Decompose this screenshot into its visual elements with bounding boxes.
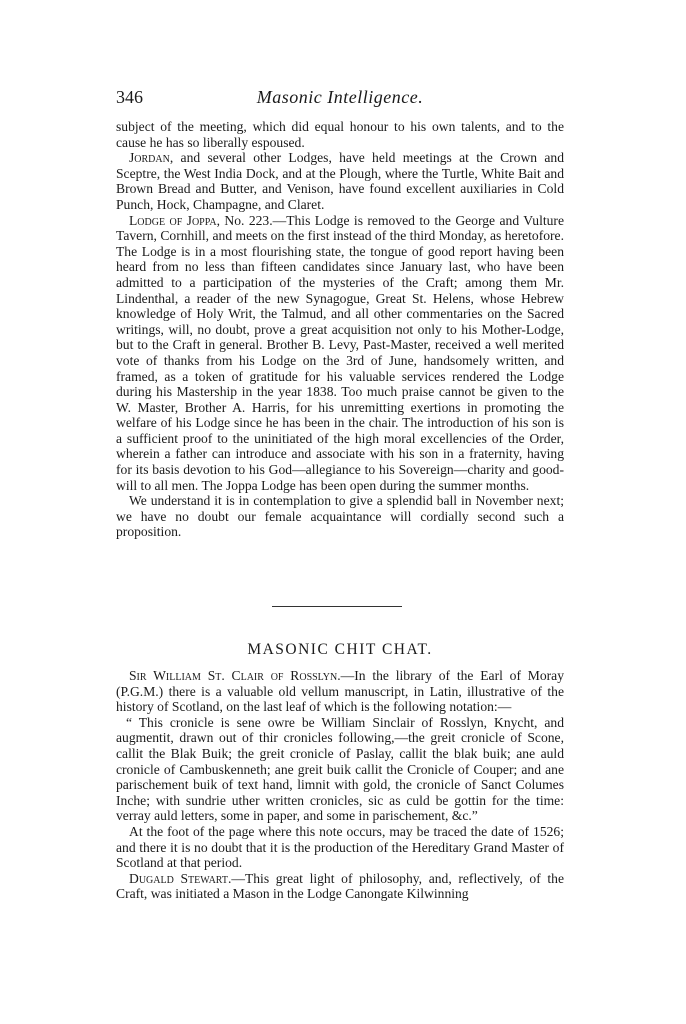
paragraph-text: subject of the meeting, which did equal honour to his own talents, and to the cause he has so liberally espoused. xyxy=(116,119,564,150)
paragraph-continuation xyxy=(116,119,564,150)
paragraph-dugald-stewart xyxy=(116,871,564,902)
paragraph-text: , and several other Lodges, have held meetings at the Crown and Sceptre, the West India Dock, and at the Plough, where the Turtle, White Bait and Brown Bread and Butter, and Venison, have found excellent auxiliaries in Cold Punch, Hock, Champagne, and Claret. xyxy=(116,150,564,212)
lodge-name: Jordan xyxy=(129,150,170,166)
paragraph-jordan-lodge xyxy=(116,150,564,212)
paragraph-text: At the foot of the page where this note occurs, may be traced the date of 1526; and there it is no doubt that it is the production of the Hereditary Grand Master of Scotland at that period. xyxy=(116,823,564,871)
page-number: 346 xyxy=(116,87,143,107)
paragraph-text: , No. 223.—This Lodge is removed to the George and Vulture Tavern, Cornhill, and meets on the first instead of the third Monday, as heretofore. The Lodge is in a most flourishing state, the tongue of good report having been heard from no less than fifteen candidates since January last, who have been admitted to a participation of the mysteries of the Craft; among them Mr. Lindenthal, a reader of the new Synagogue, Great St. Helens, whose Hebrew knowledge of Holy Writ, the Talmud, and all other commentaries on the Sacred writings, will, no doubt, prove a great acquisition not only to his Mother-Lodge, but to the Craft in general. Brother B. Levy, Past-Master, received a well merited vote of thanks from his Lodge on the 3rd of June, handsomely written, and framed, as a token of gratitude for his valuable services rendered the Lodge during his Mastership in the year 1838. Too much praise cannot be given to the W. Master, Brother A. Harris, for his unremitting exertions in promoting the welfare of his Lodge since he has been in the chair. The introduction of his son is a sufficient proof to the uninitiated of the high moral excellencies of the Order, wherein a father can introduce and associate with his son in a fraternity, having for its basis devotion to his God—allegiance to his Sovereign—charity and good-will to all men. The Joppa Lodge has been open during the summer months. xyxy=(116,212,564,493)
quote-text: “ This cronicle is sene owre be William Sinclair of Rosslyn, Knycht, and augmentit, drawn out of thir cronicles following,—the greit cronicle of Scone, callit the Blak Buik; the greit cronicle of Paslay, callit the blak buik; ane auld cronicle of Cambuskenneth; ane greit buik callit the Cronicle of Couper; and ane parischement buik of text hand, limnit with gold, the cronicle of Sanct Columes Inche; with sundrie uther written cronicles, sic as culd be gottin for the time: verray auld letters, some in paper, and some in parischement, &c.” xyxy=(116,714,564,824)
paragraph-ball-announcement xyxy=(116,493,564,540)
paragraph-text: We understand it is in contemplation to give a splendid ball in November next; we have no doubt our female acquaintance will cordially second such a proposition. xyxy=(116,493,564,540)
lodge-name: Lodge of Joppa xyxy=(129,212,217,228)
paragraph-date-note xyxy=(116,824,564,871)
person-name: Dugald Stewart xyxy=(129,870,228,886)
page-header xyxy=(116,86,564,112)
paragraph-rosslyn xyxy=(116,668,564,715)
paragraph-text: .—This great light of philosophy, and, reflectively, of the Craft, was initiated a Mason in the Lodge Canongate Kilwinning xyxy=(116,870,565,902)
section-divider xyxy=(272,606,402,607)
paragraph-text: .—In the library of the Earl of Moray (P.G.M.) there is a valuable old vellum manuscript, in Latin, illustrative of the history of Scotland, on the last leaf of which is the following notation:— xyxy=(116,668,564,715)
lodge-intelligence-section xyxy=(116,119,564,540)
chit-chat-section xyxy=(116,668,564,902)
section-title: MASONIC CHIT CHAT. xyxy=(247,641,433,658)
running-title: Masonic Intelligence. xyxy=(256,87,424,107)
paragraph-joppa-lodge xyxy=(116,213,564,494)
person-name: Sir William St. Clair of Rosslyn xyxy=(129,668,338,683)
quoted-chronicle xyxy=(116,715,564,824)
